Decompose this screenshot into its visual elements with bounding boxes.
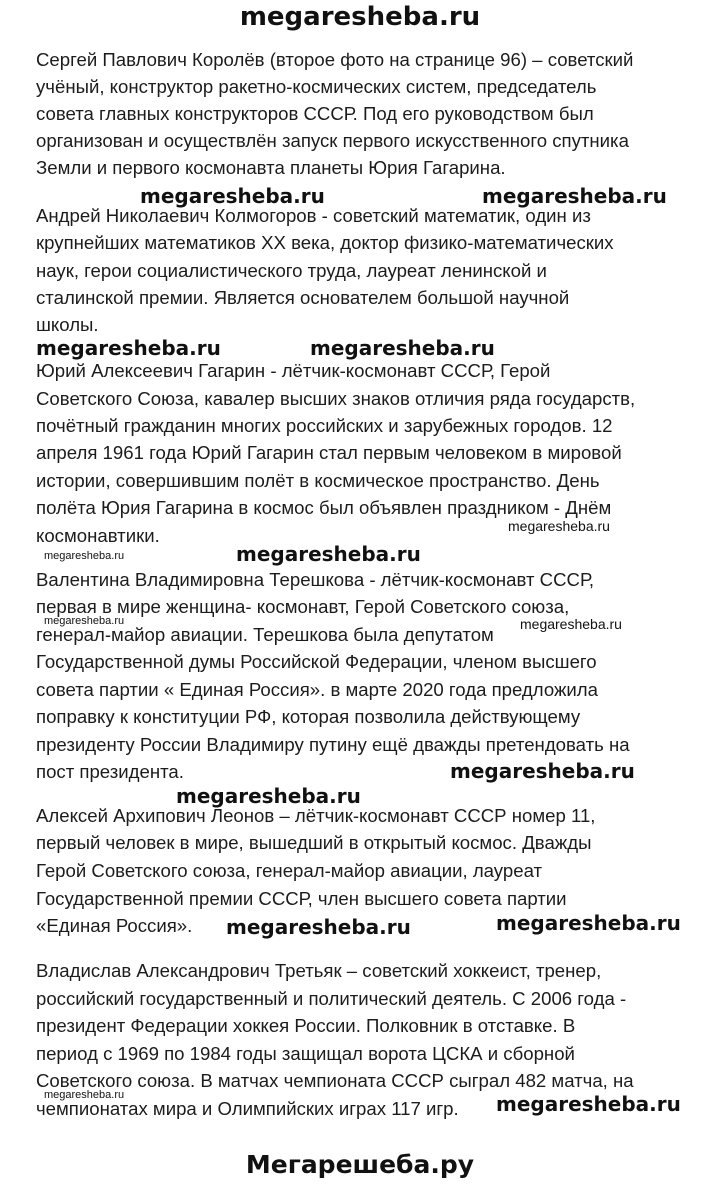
text-line: апреля 1961 года Юрий Гагарин стал первым человеком в мировой xyxy=(36,442,622,463)
watermark: megaresheba.ru xyxy=(310,336,495,360)
watermark: megaresheba.ru xyxy=(496,1092,681,1116)
text-line: крупнейших математиков XX века, доктор физико-математических xyxy=(36,232,614,253)
watermark: megaresheba.ru xyxy=(482,184,667,208)
text-line: организован и осуществлён запуск первого искусственного спутника xyxy=(36,130,629,151)
text-line: генерал-майор авиации. Терешкова была депутатом xyxy=(36,624,494,645)
text-line: период с 1969 по 1984 годы защищал ворота ЦСКА и сборной xyxy=(36,1043,575,1064)
text-line: чемпионатах мира и Олимпийских играх 117 игр. xyxy=(36,1098,459,1119)
text-line: Советского союза. В матчах чемпионата СССР сыграл 482 матча, на xyxy=(36,1070,634,1091)
text-line: школы. xyxy=(36,314,99,335)
text-line: первая в мире женщина- космонавт, Герой Советского союза, xyxy=(36,596,570,617)
text-line: космонавтики. xyxy=(36,525,160,546)
text-line: Государственной премии СССР, член высшего совета партии xyxy=(36,888,567,909)
site-header-title: megaresheba.ru xyxy=(239,2,481,32)
watermark: megaresheba.ru xyxy=(44,615,125,627)
text-line: наук, герои социалистического труда, лауреат ленинской и xyxy=(36,260,547,281)
watermark: megaresheba.ru xyxy=(44,1089,125,1101)
text-line: Владислав Александрович Третьяк – советский хоккеист, тренер, xyxy=(36,960,602,981)
text-line: «Единая Россия». xyxy=(36,915,193,936)
text-line: первый человек в мире, вышедший в открытый космос. Дважды xyxy=(36,832,592,853)
text-line: Алексей Архипович Леонов – лётчик-космонавт СССР номер 11, xyxy=(36,805,596,826)
text-line: полёта Юрия Гагарина в космос был объявлен праздником - Днём xyxy=(36,497,612,518)
text-line: Юрий Алексеевич Гагарин - лётчик-космонавт СССР, Герой xyxy=(36,360,551,381)
text-line: Андрей Николаевич Колмогоров - советский математик, один из xyxy=(36,205,591,226)
text-line: поправку к конституции РФ, которая позволила действующему xyxy=(36,706,581,727)
text-line: президенту России Владимиру путину ещё дважды претендовать на xyxy=(36,734,630,755)
watermark: megaresheba.ru xyxy=(520,616,622,632)
text-line: Герой Советского союза, генерал-майор авиации, лауреат xyxy=(36,860,543,881)
watermark: megaresheba.ru xyxy=(508,518,610,534)
text-line: совета главных конструкторов СССР. Под его руководством был xyxy=(36,103,594,124)
watermark: megaresheba.ru xyxy=(450,759,635,783)
text-line: совета партии « Единая Россия». в марте 2020 года предложила xyxy=(36,679,598,700)
text-line: истории, совершившим полёт в космическое пространство. День xyxy=(36,470,600,491)
watermark: megaresheba.ru xyxy=(226,915,411,939)
text-line: почётный гражданин многих российских и зарубежных городов. 12 xyxy=(36,415,613,436)
text-line: Земли и первого космонавта планеты Юрия Гагарина. xyxy=(36,157,506,178)
site-footer-title: Мегарешеба.ру xyxy=(245,1150,475,1179)
watermark: megaresheba.ru xyxy=(236,542,421,566)
text-line: президент Федерации хоккея России. Полковник в отставке. В xyxy=(36,1015,576,1036)
text-line: пост президента. xyxy=(36,761,184,782)
watermark: megaresheba.ru xyxy=(44,550,125,562)
watermark: megaresheba.ru xyxy=(140,184,325,208)
text-line: Валентина Владимировна Терешкова - лётчик-космонавт СССР, xyxy=(36,569,594,590)
watermark: megaresheba.ru xyxy=(36,336,221,360)
text-line: Советского Союза, кавалер высших знаков отличия ряда государств, xyxy=(36,388,636,409)
text-line: российский государственный и политический деятель. С 2006 года - xyxy=(36,988,627,1009)
text-line: Сергей Павлович Королёв (второе фото на странице 96) – советский xyxy=(36,49,634,70)
watermark: megaresheba.ru xyxy=(176,784,361,808)
text-line: Государственной думы Российской Федерации, членом высшего xyxy=(36,651,597,672)
text-line: учёный, конструктор ракетно-космических систем, председатель xyxy=(36,76,597,97)
text-line: сталинской премии. Является основателем большой научной xyxy=(36,287,570,308)
watermark: megaresheba.ru xyxy=(496,911,681,935)
